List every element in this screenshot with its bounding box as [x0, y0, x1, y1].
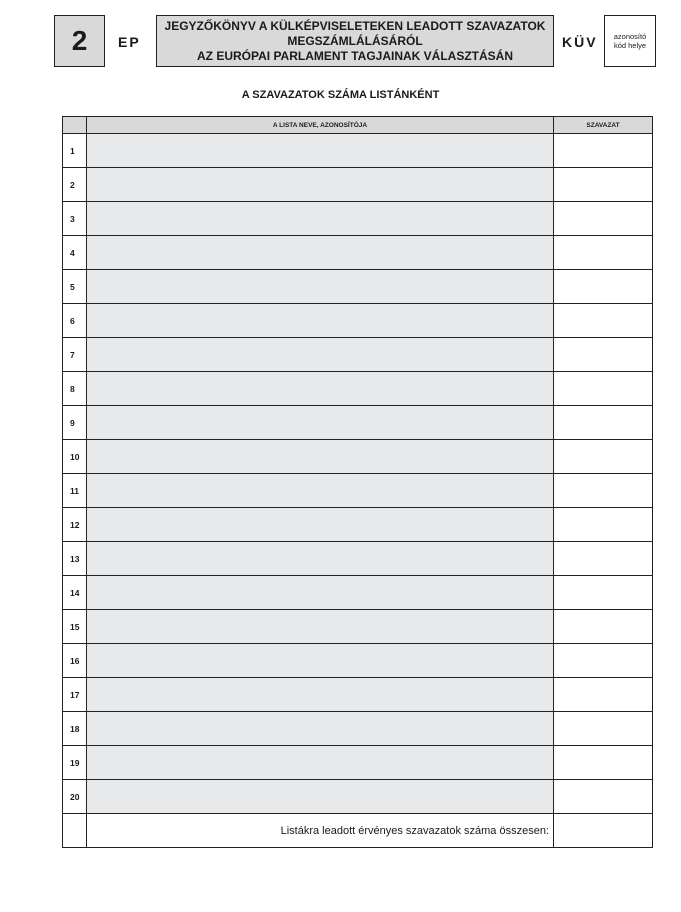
id-code-label-1: azonosító [613, 32, 647, 41]
list-name-field[interactable] [87, 338, 554, 372]
vote-count-field[interactable] [554, 202, 653, 236]
row-number: 17 [63, 678, 87, 712]
vote-count-field[interactable] [554, 372, 653, 406]
list-name-field[interactable] [87, 712, 554, 746]
list-name-field[interactable] [87, 202, 554, 236]
list-name-field[interactable] [87, 678, 554, 712]
row-number: 13 [63, 542, 87, 576]
row-number: 5 [63, 270, 87, 304]
row-number: 20 [63, 780, 87, 814]
list-name-field[interactable] [87, 610, 554, 644]
table-body [63, 134, 653, 848]
row-number: 9 [63, 406, 87, 440]
vote-count-field[interactable] [554, 270, 653, 304]
form-title-line-3: AZ EURÓPAI PARLAMENT TAGJAINAK VÁLASZTÁSÁN [197, 48, 513, 63]
vote-count-field[interactable] [554, 304, 653, 338]
header-number [63, 117, 87, 134]
vote-count-field[interactable] [554, 474, 653, 508]
list-name-field[interactable] [87, 440, 554, 474]
vote-count-field[interactable] [554, 338, 653, 372]
list-name-field[interactable] [87, 270, 554, 304]
id-code-box [604, 15, 656, 67]
votes-table [62, 116, 653, 848]
page-number: 2 [71, 25, 88, 56]
table-row [63, 270, 653, 304]
table-row [63, 168, 653, 202]
id-code-label-2: kód helye [613, 41, 647, 50]
vote-count-field[interactable] [554, 746, 653, 780]
total-label: Listákra leadott érvényes szavazatok száma összesen: [87, 814, 554, 848]
list-name-field[interactable] [87, 406, 554, 440]
vote-count-field[interactable] [554, 440, 653, 474]
header-votes: SZAVAZAT [554, 117, 653, 134]
total-number-cell [63, 814, 87, 848]
table-row [63, 236, 653, 270]
list-name-field[interactable] [87, 134, 554, 168]
total-votes-field[interactable] [554, 814, 653, 848]
table-row [63, 678, 653, 712]
list-name-field[interactable] [87, 304, 554, 338]
table-row [63, 338, 653, 372]
row-number: 12 [63, 508, 87, 542]
table-row [63, 610, 653, 644]
table-row [63, 406, 653, 440]
row-number: 14 [63, 576, 87, 610]
table-row [63, 746, 653, 780]
form-title-line-2: MEGSZÁMLÁLÁSÁRÓL [287, 33, 423, 48]
list-name-field[interactable] [87, 236, 554, 270]
table-row [63, 134, 653, 168]
list-name-field[interactable] [87, 746, 554, 780]
total-row [63, 814, 653, 848]
section-heading: A SZAVAZATOK SZÁMA LISTÁNKÉNT [241, 89, 440, 101]
vote-count-field[interactable] [554, 780, 653, 814]
table-row [63, 474, 653, 508]
table-row [63, 440, 653, 474]
form-title-box [156, 15, 554, 67]
vote-count-field[interactable] [554, 712, 653, 746]
row-number: 1 [63, 134, 87, 168]
row-number: 2 [63, 168, 87, 202]
vote-count-field[interactable] [554, 236, 653, 270]
table-row [63, 372, 653, 406]
list-name-field[interactable] [87, 644, 554, 678]
table-row [63, 508, 653, 542]
row-number: 10 [63, 440, 87, 474]
page-number-box [54, 15, 105, 67]
table-row [63, 712, 653, 746]
vote-count-field[interactable] [554, 576, 653, 610]
list-name-field[interactable] [87, 168, 554, 202]
vote-count-field[interactable] [554, 508, 653, 542]
form-title-line-1: JEGYZŐKÖNYV A KÜLKÉPVISELETEKEN LEADOTT SZAVAZATOK [164, 18, 546, 33]
row-number: 11 [63, 474, 87, 508]
vote-count-field[interactable] [554, 610, 653, 644]
row-number: 19 [63, 746, 87, 780]
row-number: 3 [63, 202, 87, 236]
vote-count-field[interactable] [554, 644, 653, 678]
list-name-field[interactable] [87, 542, 554, 576]
list-name-field[interactable] [87, 576, 554, 610]
table-row [63, 576, 653, 610]
list-name-field[interactable] [87, 372, 554, 406]
vote-count-field[interactable] [554, 134, 653, 168]
vote-count-field[interactable] [554, 168, 653, 202]
row-number: 4 [63, 236, 87, 270]
vote-count-field[interactable] [554, 542, 653, 576]
table-row [63, 542, 653, 576]
table-row [63, 780, 653, 814]
row-number: 18 [63, 712, 87, 746]
table-row [63, 644, 653, 678]
row-number: 8 [63, 372, 87, 406]
table-row [63, 304, 653, 338]
vote-count-field[interactable] [554, 678, 653, 712]
list-name-field[interactable] [87, 508, 554, 542]
list-name-field[interactable] [87, 474, 554, 508]
code-ep: EP [118, 34, 141, 50]
vote-count-field[interactable] [554, 406, 653, 440]
code-kuv: KÜV [562, 34, 598, 50]
row-number: 15 [63, 610, 87, 644]
row-number: 16 [63, 644, 87, 678]
header-list-name: A LISTA NEVE, AZONOSÍTÓJA [87, 117, 554, 134]
row-number: 7 [63, 338, 87, 372]
list-name-field[interactable] [87, 780, 554, 814]
table-header-row [63, 117, 653, 134]
table-row [63, 202, 653, 236]
row-number: 6 [63, 304, 87, 338]
